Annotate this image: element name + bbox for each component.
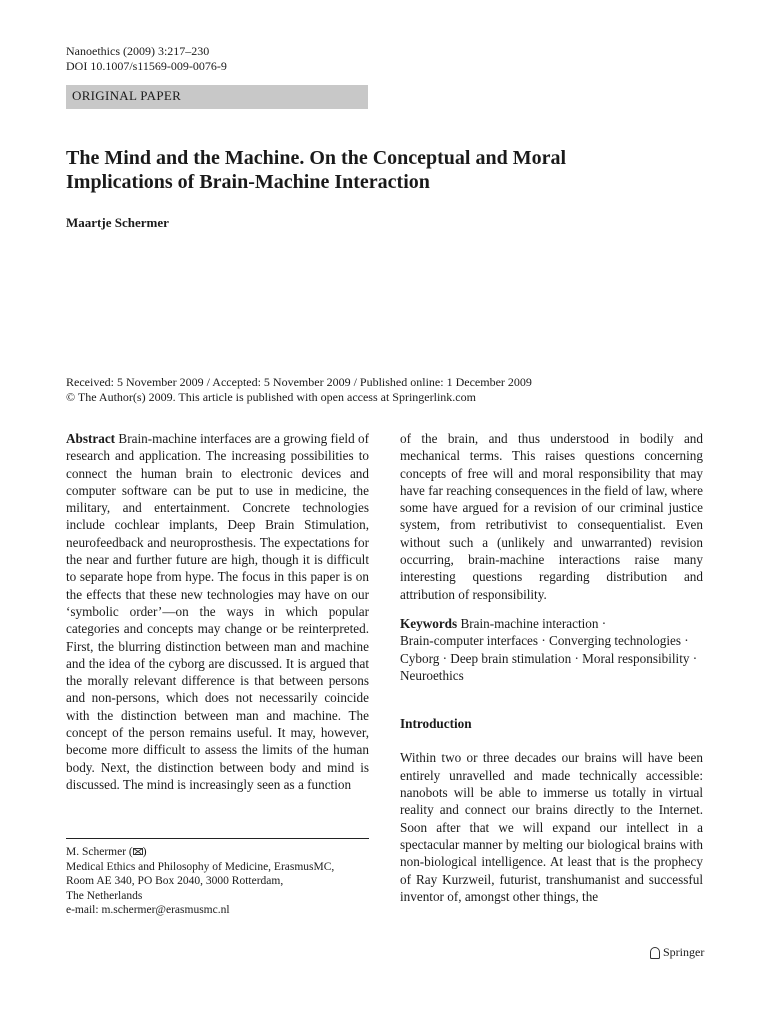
keywords-block: [400, 615, 703, 684]
right-column: [400, 430, 703, 905]
abstract-text: Brain-machine interfaces are a growing field of research and application. The increasing possibilities to connect the human brain to electronic devices and computer software can be put to use in medicine, the military, and entertainment. Concrete technologies include cochlear implants, Deep Brain Stimulation, neurofeedback and neuroprosthesis. The expectations for the near and further future are high, though it is difficult to separate hope from hype. The focus in this paper is on the effects that these new technologies may have on our ‘symbolic order’—on the ways in which popular categories and concepts may change or be reinterpreted. First, the blurring distinction between man and machine and the idea of the cyborg are discussed. It is argued that the morally relevant difference is that between persons and non-persons, which does not necessarily coincide with the distinction between man and machine. The concept of the person remains useful. It may, however, become more difficult to assess the limits of the human body. Next, the distinction between body and mind is discussed. The mind is increasingly seen as a function: [66, 431, 370, 792]
article-title: [66, 146, 686, 194]
footnote-divider: [66, 838, 369, 839]
affiliation-dept: Medical Ethics and Philosophy of Medicine, ErasmusMC,: [66, 860, 335, 873]
affiliation-country: The Netherlands: [66, 889, 143, 902]
affiliation-name: M. Schermer (: [66, 846, 133, 858]
keyword-item: Brain-computer interfaces · Converging technologies ·: [400, 633, 689, 649]
author-affiliation: [66, 845, 334, 918]
left-column: [66, 430, 369, 793]
publisher-logo: [650, 945, 704, 960]
dates-line: Received: 5 November 2009 / Accepted: 5 November 2009 / Published online: 1 December 2009: [66, 375, 532, 389]
affiliation-name-close: ): [142, 846, 147, 858]
affiliation-email[interactable]: e-mail: m.schermer@erasmusmc.nl: [66, 904, 230, 916]
affiliation-address: Room AE 340, PO Box 2040, 3000 Rotterdam,: [66, 875, 284, 887]
copyright-text: The Author(s) 2009. This article is published with open access at Springerlink.com: [77, 390, 476, 404]
affiliation-name-line: [66, 845, 334, 860]
envelope-icon: [133, 848, 143, 855]
keywords-label: Keywords: [400, 615, 458, 631]
doi-line: DOI 10.1007/s11569-009-0076-9: [66, 59, 227, 73]
journal-line: Nanoethics (2009) 3:217–230: [66, 44, 210, 58]
author-name: Maartje Schermer: [66, 215, 169, 230]
publication-history: [66, 375, 532, 405]
copyright-line: [66, 390, 532, 405]
copyright-icon: ©: [66, 390, 76, 404]
keyword-item: Brain-machine interaction ·: [460, 615, 607, 631]
keyword-item: Neuroethics: [400, 667, 464, 683]
title-line-1: The Mind and the Machine. On the Conceptual and Moral: [66, 147, 567, 169]
abstract-paragraph: [66, 430, 369, 793]
publisher-name: Springer: [663, 945, 705, 959]
journal-citation: [66, 44, 227, 74]
introduction-text: Within two or three decades our brains will have been entirely unravelled and made technically accessible: nanobots will be able to immerse us totally in virtual reality and connect our brains directly to the Internet. Soon after that we will expand our intellect in a spectacular manner by melting our biological brains with non-biological intelligence. At least that is the prophecy of Ray Kurzweil, futurist, transhumanist and successful inventor of, amongst other things, the: [400, 750, 703, 904]
introduction-heading: Introduction: [400, 716, 472, 732]
title-line-2: Implications of Brain-Machine Interaction: [66, 171, 430, 193]
article-type-label: ORIGINAL PAPER: [72, 88, 182, 103]
keyword-item: Cyborg · Deep brain stimulation · Moral responsibility ·: [400, 650, 698, 666]
abstract-continuation: of the brain, and thus understood in bodily and mechanical terms. This raises questions concerning concepts of free will and moral responsibility that may have far reaching consequences in the field of law, where some have argued for a revision of our criminal justice system, from retributivist to consequentialist. Even without such a (unlikely and unwarranted) revision occurring, brain-machine interactions raise many interesting questions regarding distribution and attribution of responsibility.: [400, 431, 703, 602]
springer-horse-icon: [650, 947, 660, 959]
abstract-label: Abstract: [66, 431, 116, 446]
article-type-badge: [66, 85, 368, 109]
